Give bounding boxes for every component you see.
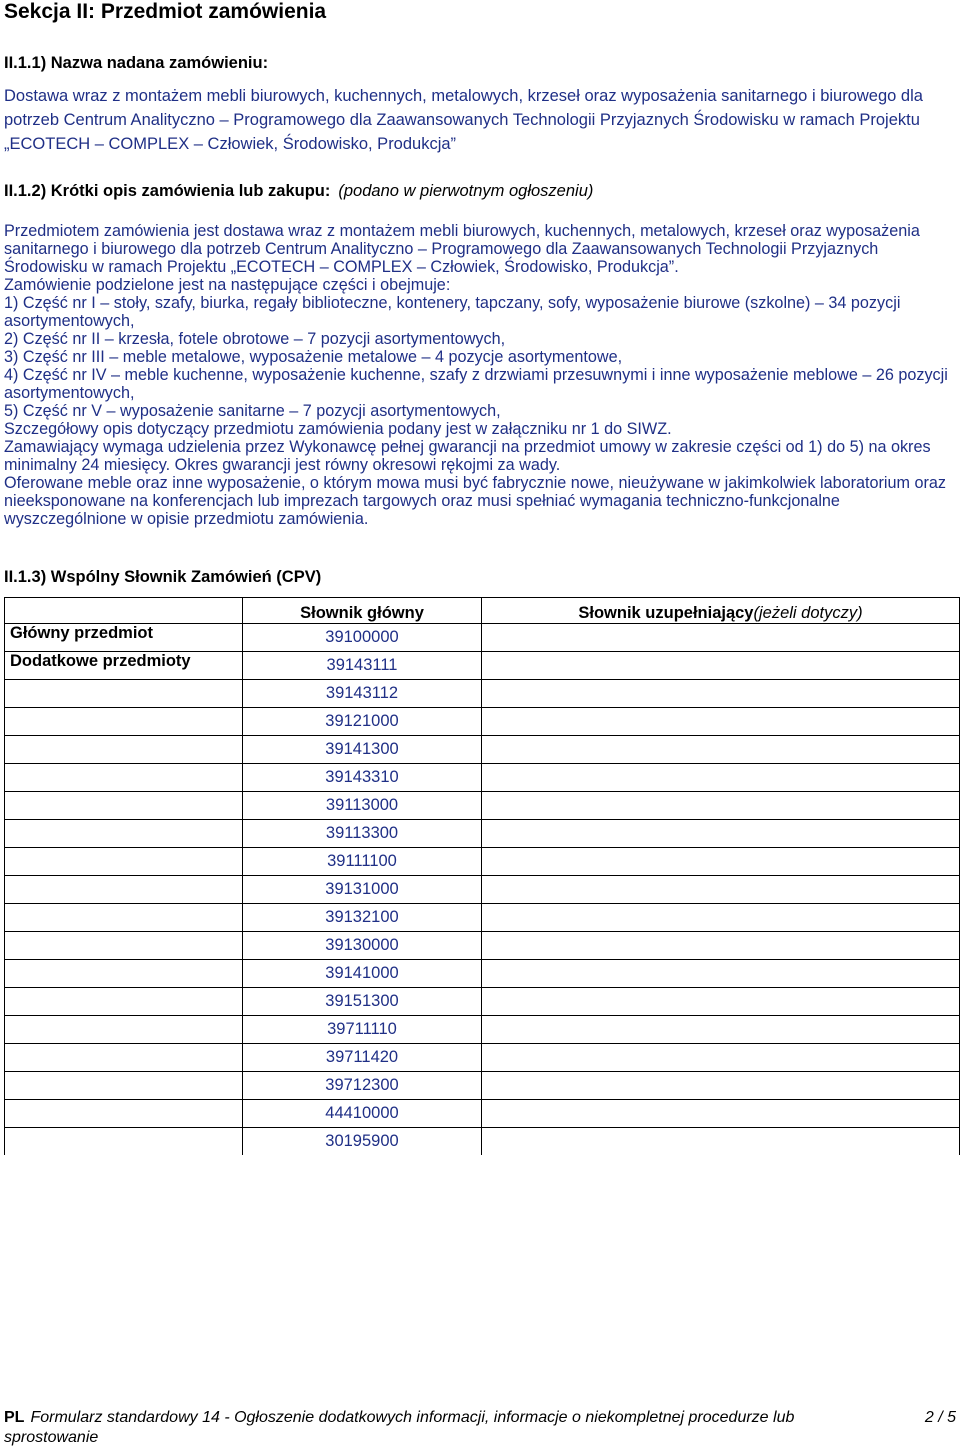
cpv-additional-row <box>5 1044 960 1072</box>
cpv-additional-row <box>5 848 960 876</box>
footer-form-name-continued: sprostowanie <box>4 1429 99 1446</box>
footer-page-number: 2 / 5 <box>924 1409 956 1426</box>
description-paragraph: 3) Część nr III – meble metalowe, wyposażenie metalowe – 4 pozycje asortymentowe, <box>4 348 623 366</box>
cpv-additional-supplementary <box>482 876 960 904</box>
cpv-additional-supplementary <box>482 1128 960 1156</box>
cpv-additional-row <box>5 1072 960 1100</box>
cpv-additional-code: 39143111 <box>243 652 482 680</box>
footer-form-name: Formularz standardowy 14 - Ogłoszenie dodatkowych informacji, informacje o niekompletnej procedurze lub <box>30 1409 795 1426</box>
cpv-header-empty <box>5 598 243 624</box>
cpv-additional-label-empty <box>5 960 243 988</box>
description-paragraph: Oferowane meble oraz inne wyposażenie, o którym mowa musi być fabrycznie nowe, nieużywane w jakimkolwiek laboratorium oraz nieeksponowane na konferencjach lub imprezach targowych oraz musi spełniać wymagania techniczno-funkcjonalne wyszczególnione w opisie przedmiotu zamówienia. <box>4 474 946 528</box>
cpv-additional-label-empty <box>5 736 243 764</box>
page-footer <box>4 1408 956 1448</box>
cpv-additional-row <box>5 932 960 960</box>
description-paragraph: 4) Część nr IV – meble kuchenne, wyposażenie kuchenne, szafy z drzwiami przesuwnymi i inne wyposażenie meblowe – 26 pozycji asortymentowych, <box>4 366 948 402</box>
cpv-additional-supplementary <box>482 932 960 960</box>
cpv-additional-code: 39132100 <box>243 904 482 932</box>
cpv-additional-row <box>5 736 960 764</box>
cpv-additional-supplementary <box>482 708 960 736</box>
cpv-additional-code: 44410000 <box>243 1100 482 1128</box>
description-paragraph: Zamówienie podzielone jest na następujące części i obejmuje: <box>4 276 451 294</box>
cpv-additional-label-empty <box>5 1100 243 1128</box>
description-paragraph: 2) Część nr II – krzesła, fotele obrotowe – 7 pozycji asortymentowych, <box>4 330 506 348</box>
cpv-additional-supplementary <box>482 848 960 876</box>
cpv-additional-code: 39143310 <box>243 764 482 792</box>
cpv-additional-row <box>5 960 960 988</box>
cpv-additional-label-empty <box>5 1044 243 1072</box>
cpv-main-code: 39100000 <box>243 624 482 652</box>
cpv-additional-supplementary <box>482 904 960 932</box>
cpv-additional-code: 39151300 <box>243 988 482 1016</box>
cpv-additional-label-empty <box>5 1072 243 1100</box>
cpv-main-row <box>5 624 960 652</box>
cpv-additional-code: 39141000 <box>243 960 482 988</box>
cpv-additional-code: 39121000 <box>243 708 482 736</box>
description-paragraph: Szczegółowy opis dotyczący przedmiotu zamówienia podany jest w załączniku nr 1 do SIWZ. <box>4 420 672 438</box>
cpv-additional-supplementary <box>482 988 960 1016</box>
cpv-additional-label-empty <box>5 1128 243 1156</box>
section-title: Sekcja II: Przedmiot zamówienia <box>4 0 327 23</box>
cpv-additional-row <box>5 1100 960 1128</box>
cpv-additional-supplementary <box>482 1044 960 1072</box>
cpv-additional-supplementary <box>482 680 960 708</box>
cpv-header-supplementary-label: Słownik uzupełniający <box>578 604 754 622</box>
cpv-additional-row <box>5 680 960 708</box>
cpv-additional-supplementary <box>482 820 960 848</box>
description-paragraph: 1) Część nr I – stoły, szafy, biurka, regały biblioteczne, kontenery, tapczany, sofy, wyposażenie biurowe (szkolne) – 34 pozycji asortymentowych, <box>4 294 901 330</box>
cpv-additional-supplementary <box>482 1100 960 1128</box>
cpv-additional-label-empty <box>5 708 243 736</box>
cpv-additional-code: 39131000 <box>243 876 482 904</box>
cpv-additional-supplementary <box>482 652 960 680</box>
contract-name-text: Dostawa wraz z montażem mebli biurowych, kuchennych, metalowych, krzeseł oraz wyposażenia sanitarnego i biurowego dla potrzeb Centrum Analityczno – Programowego dla Zaawansowanych Technologii Przyjaznych Środowisku w ramach Projektu „ECOTECH – COMPLEX – Człowiek, Środowisko, Produkcja” <box>4 87 923 153</box>
cpv-additional-row <box>5 708 960 736</box>
cpv-additional-supplementary <box>482 960 960 988</box>
cpv-header-supplementary <box>482 598 960 624</box>
cpv-additional-supplementary <box>482 792 960 820</box>
cpv-additional-row <box>5 652 960 680</box>
cpv-additional-code: 39141300 <box>243 736 482 764</box>
cpv-main-supplementary <box>482 624 960 652</box>
heading-name-label: II.1.1) Nazwa nadana zamówieniu: <box>4 54 269 72</box>
cpv-additional-label-empty <box>5 932 243 960</box>
cpv-additional-row <box>5 1128 960 1156</box>
heading-name <box>4 53 268 73</box>
heading-short-description <box>4 181 593 201</box>
description-block <box>4 222 956 528</box>
cpv-additional-code: 39712300 <box>243 1072 482 1100</box>
cpv-additional-supplementary <box>482 736 960 764</box>
cpv-additional-code: 39113300 <box>243 820 482 848</box>
cpv-additional-row <box>5 764 960 792</box>
cpv-additional-label-empty <box>5 680 243 708</box>
cpv-additional-row <box>5 1016 960 1044</box>
description-paragraph: Zamawiający wymaga udzielenia przez Wykonawcę pełnej gwarancji na przedmiot umowy w zakresie części od 1) do 5) na okres minimalny 24 miesięcy. Okres gwarancji jest równy okresowi rękojmi za wady. <box>4 438 931 474</box>
description-paragraph: 5) Część nr V – wyposażenie sanitarne – 7 pozycji asortymentowych, <box>4 402 501 420</box>
cpv-additional-label-empty <box>5 764 243 792</box>
description-paragraph: Przedmiotem zamówienia jest dostawa wraz z montażem mebli biurowych, kuchennych, metalowych, krzeseł oraz wyposażenia sanitarnego i biurowego dla potrzeb Centrum Analityczno – Programowego dla Zaawansowanych Technologii Przyjaznych Środowisku w ramach Projektu „ECOTECH – COMPLEX – Człowiek, Środowisko, Produkcja”. <box>4 222 920 276</box>
footer-language: PL <box>4 1409 25 1426</box>
heading-short-description-label: II.1.2) Krótki opis zamówienia lub zakupu: <box>4 182 331 200</box>
heading-cpv-label: II.1.3) Wspólny Słownik Zamówień (CPV) <box>4 568 322 586</box>
cpv-additional-label: Dodatkowe przedmioty <box>5 652 243 680</box>
cpv-additional-label-empty <box>5 848 243 876</box>
cpv-additional-code: 39130000 <box>243 932 482 960</box>
cpv-header-main: Słownik główny <box>243 598 482 624</box>
cpv-additional-row <box>5 876 960 904</box>
cpv-additional-code: 39113000 <box>243 792 482 820</box>
cpv-additional-code: 30195900 <box>243 1128 482 1156</box>
cpv-additional-code: 39711420 <box>243 1044 482 1072</box>
cpv-additional-label-empty <box>5 792 243 820</box>
heading-short-description-note: (podano w pierwotnym ogłoszeniu) <box>338 182 594 200</box>
cpv-table <box>4 597 960 1155</box>
cpv-header-supplementary-note: (jeżeli dotyczy) <box>753 604 863 622</box>
cpv-additional-row <box>5 820 960 848</box>
cpv-additional-code: 39111100 <box>243 848 482 876</box>
cpv-additional-code: 39711110 <box>243 1016 482 1044</box>
cpv-header-row <box>5 598 960 624</box>
cpv-additional-label-empty <box>5 1016 243 1044</box>
cpv-additional-supplementary <box>482 1016 960 1044</box>
cpv-additional-supplementary <box>482 1072 960 1100</box>
cpv-additional-label-empty <box>5 876 243 904</box>
cpv-additional-row <box>5 988 960 1016</box>
cpv-additional-label-empty <box>5 820 243 848</box>
cpv-additional-code: 39143112 <box>243 680 482 708</box>
cpv-additional-label-empty <box>5 904 243 932</box>
cpv-additional-label-empty <box>5 988 243 1016</box>
cpv-additional-row <box>5 792 960 820</box>
cpv-additional-row <box>5 904 960 932</box>
cpv-additional-supplementary <box>482 764 960 792</box>
heading-cpv <box>4 567 321 587</box>
cpv-main-label: Główny przedmiot <box>5 624 243 652</box>
